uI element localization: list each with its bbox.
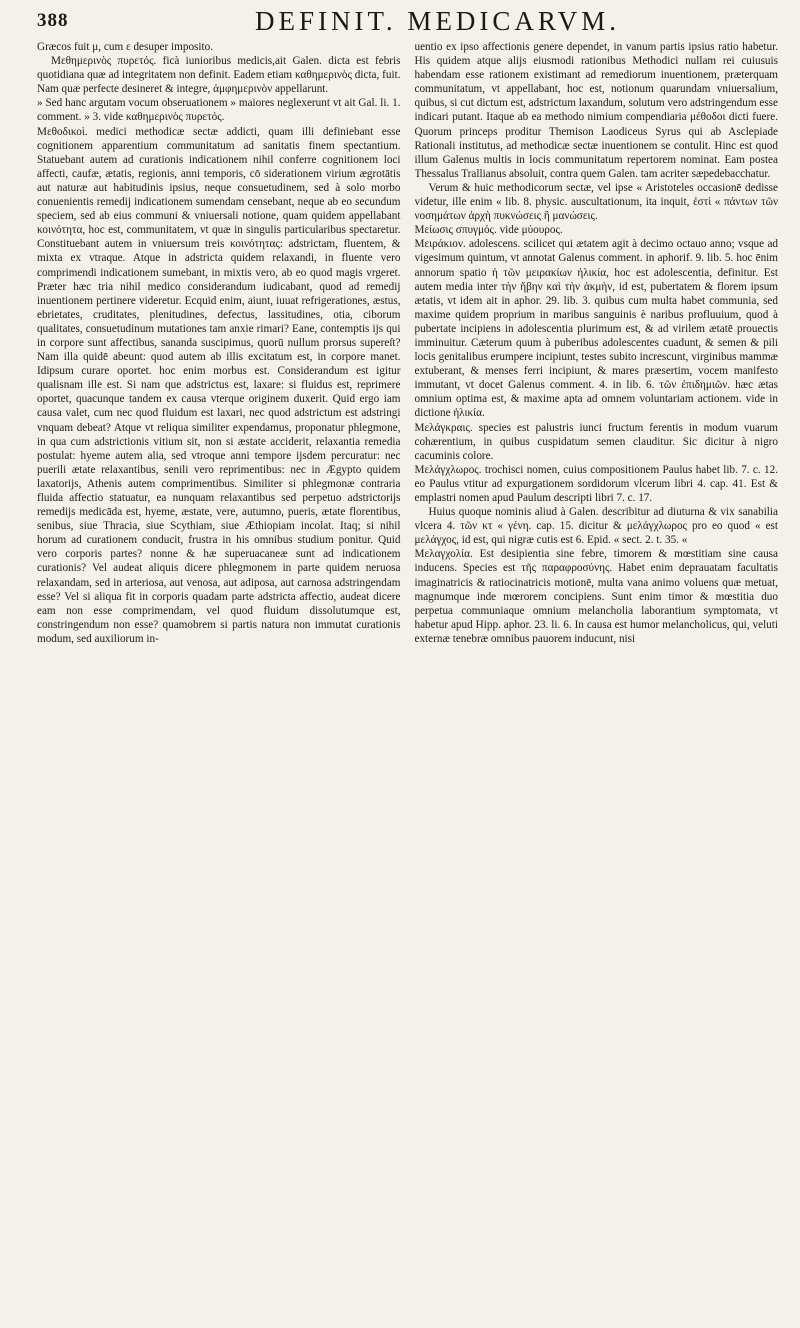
- paragraph: Μελάγκραις. species est palustris iunci fructum ferentis in modum vuarum cohærentium, in quibus cuspidatum semen clauditur. Sic dicitur à nigro cacuminis colore.: [414, 421, 778, 462]
- paragraph: Μελαγχολία. Est desipientia sine febre, timorem & mœstitiam sine causa inducens. Species est τῆς παραφροσύνης. Habet enim deprauatam facultatis imaginatricis & ratiocinatricis motionē, multa vana animo voluens quæ metuat, magnumque inde mœrorem concipiens. Sunt enim timor & mœstitia duo perpetua communiaque omnium melancholia laborantium symptomata, vt habetur apud Hipp. aphor. 23. li. 6. In causa est humor melancholicus, qui, veluti externæ tenebræ omnibus pauorem inducunt, nisi: [414, 548, 778, 645]
- paragraph: Μειράκιον. adolescens. scilicet qui ætatem agit à decimo octauo anno; vsque ad vigesimum quintum, vt annotat Galenus comment. in aphorif. 9. lib. 5. hoc ēnim annorum spatio ἡ τῶν μειρακίων ἡλικία, hoc est adolescentia, definitur. Est autem media inter τὴν ἥβην καὶ τὴν ἀκμὴν, id est, pubertatem & florem ipsum ætatis, vt idem ait in aphor. 29. lib. 3. quibus cum multa habet communia, sed maxime quidem proprium in maribus sanguinis è naribus profluuium, quod à pubertate incipiens in adolescentia plurimum est, & ad virilem ætatē prouectis imminuitur. Cæterum quum à puberibus adolescentes cuadunt, & semen & pili locis genitalibus erumpere incipiunt, testes subito increscunt, virginibus mammæ extuberant, & menses ferri incipiunt, & mares præsertim, vocem manifesto immutant, vt docet Galenus comment. 4. in lib. 6. τῶν ἐπιδημιῶν. hæc ætas omnium optima est, & maxime apta ad omnem voluntariam actionem. vide in dictione ἡλικία.: [414, 238, 778, 420]
- paragraph: Huius quoque nominis aliud à Galen. describitur ad diuturna & vix sanabilia vlcera 4. τῶν κτ « γένη. cap. 15. dicitur & μελάγχλωρος pro eo quod « est μελάγχος, id est, qui nigræ cutis est 6. Epid. « sect. 2. t. 35. «: [414, 506, 778, 547]
- paragraph: Μελάγχλωρος. trochisci nomen, cuius compositionem Paulus habet lib. 7. c. 12. eo Paulus vtitur ad expurgationem sordidorum vlcerum libri 4. cap. 41. Est & emplastri nomen apud Paulum descripti libri 7. c. 17.: [414, 463, 778, 504]
- running-title: DEFINIT. MEDICARVM.: [254, 6, 621, 36]
- page-number: 388: [37, 10, 69, 31]
- paragraph: » Sed hanc argutam vocum obseruationem » maiores neglexerunt vt ait Gal. li. 1. comment. » 3. vide καθημερινὸς πυρετός.: [37, 97, 401, 124]
- paragraph: Græcos fuit μ, cum ε desuper imposito.: [37, 41, 214, 53]
- left-column: [37, 40, 401, 1308]
- paragraph: uentio ex ipso affectionis genere dependet, in vanum partis ipsius ratio habetur. His quidem atque alijs eiusmodi rationibus Methodici nullam rei cuiusuis habendam esse rationem existimant ad remediorum inuentionem, præterquam communitatum, vt appellabant, hoc est, notionum quarundam vniuersalium, quibus, si cut dictum est, adstrictum laxandum, solutum vero adstringendum esse indicari putant. Itaque ab ea methodo nimium compendiaria μέθοδοι dicti fuere. Quorum princeps proditur Themison Laodiceus Syrus qui ab Asclepiade Rationali institutus, ad methodicæ sectæ inuentionem se contulit. Hinc est quod illum Galenus multis in locis communitatum repertorem nominat. Eam postea Thessalus Trallianus absoluit, contra quem Galen. tam acriter sæpedebacchatur.: [414, 41, 778, 180]
- right-column: [415, 40, 779, 1308]
- paragraph: Μείωσις σπυγμός. vide μύουρος.: [414, 224, 563, 237]
- paragraph: Μεθημερινὸς πυρετός. ficà iunioribus medicis,ait Galen. dicta est febris quotidiana quæ ad integritatem non definit. Eadem etiam καθημερινὸς dicta, fuit. Nam quæ perfecte desineret & integre, ἀμφημερινὸν appellarunt.: [37, 55, 401, 96]
- text-columns: [37, 40, 778, 1308]
- page-header: [37, 6, 778, 42]
- paragraph: Verum & huic methodicorum sectæ, vel ipse « Aristoteles occasionē dedisse videtur, ille enim « lib. 8. physic. auscultationum, ita inquit, ἐστὶ « πάντων τῶν νοσημάτων ἀρχὴ πυκνώσεις ἢ μανώσεις.: [414, 181, 778, 223]
- paragraph: Μεθοδικοὶ. medici methodicæ sectæ addicti, quam illi definiebant esse cognitionem apparentium communitatum ad sanitatis finem spectantium. Statuebant autem ad curationis indicationem nihil conferre cognitionem loci affecti, caufæ, ætatis, regionis, anni temporis, cō siderationem virium ægrotātis aut naturæ aut habitudinis ipsius, neque consuetudinem, sed à solo morbo conuenientis remedij indicationem sumendam censebant, neque ab eo secundum speciem, sed ab eius communi & vniuersali notione, quam quidem appellabant κοινότητα, hoc est, communitatem, vt quæ in singulis particularibus spectaretur. Constituebant autem in vniuersum treis κοινότητας: adstrictam, fluentem, & mixta ex vtraque. Atque in adstricta quidem relaxandi, in fluente vero comprimendi indicationem sumebant, in mixtis vero, ab eo quod magis vrgeret. Præter hæc tria nihil medico considerandum iudicabant, quod ad remedij inuentionem pertinere videretur. Ecquid enim, aiunt, iuuat refrigerationes, æstus, ebrietates, cruditates, plenitudines, defectus, lassitudines, otia, ciborum qualitates, consuetudinum mutationes tam anxie rimari? Eane, contemptis ijs qui in corpore sunt affectibus, sananda suscipimus, quorū nullum prorsus supereſt? Nam illa quidē abeunt: quod autem ab illis excitatum est, in corpore manet. Idipsum curare oportet. hoc enim morbus est. Considerandum est igitur qualisnam ille est. Si nam que adstrictus est, laxare: si fluidus est, reprimere oportet, quacunque tandem ex causa vterque originem duxerit. Quid ergo iam causa valet, cum nec quod fluidum est laxari, nec quod adstrictum est adstringi vnquam debeat? Atque vt reliqua similiter expendamus, proponatur phlegmone, in qua cum adstrictionis vitium sit, non si æstate acciderit, relaxantia remedia postulat: hyeme autem alia, sed vtroque anni tempore ijsdem percuratur: nec puerili ætate relaxantibus, senili vero reprimentibus: nec in Ægypto quidem laxatorijs, Athenis autem comprimentibus. Similiter si phlegmonæ contraria fluida affectio statuatur, ea nunquam relaxantibus sed perpetuo adstrictorijs remedijs medicāda est, hyeme, æstate, vere, autumno, pueris, ætate florentibus, senibus, siue Thracia, siue Scythiam, siue Æthiopiam incolat. Itaq; si nihil horum ad curationem conducit, frustra in his omnibus studium ponitur. Quid vero corporis partes? nonne & hæ superuacaneæ sunt ad indicationem curationis? Vel audeat aliquis dicere phlegmonem in parte quidem neruosa relaxandam, sed in arteriosa, aut venosa, aut adiposa, aut carnosa adstringendam esse? Vel si aliqua fit in corporis quadam parte adstricta affectio, audeat dicere eam non esse comprimendam, vel quod fluidum dissolutumque est, constringendum non esse? quamobrem si partis natura non immutat curationis modum, sed auxiliorum in-: [37, 125, 401, 645]
